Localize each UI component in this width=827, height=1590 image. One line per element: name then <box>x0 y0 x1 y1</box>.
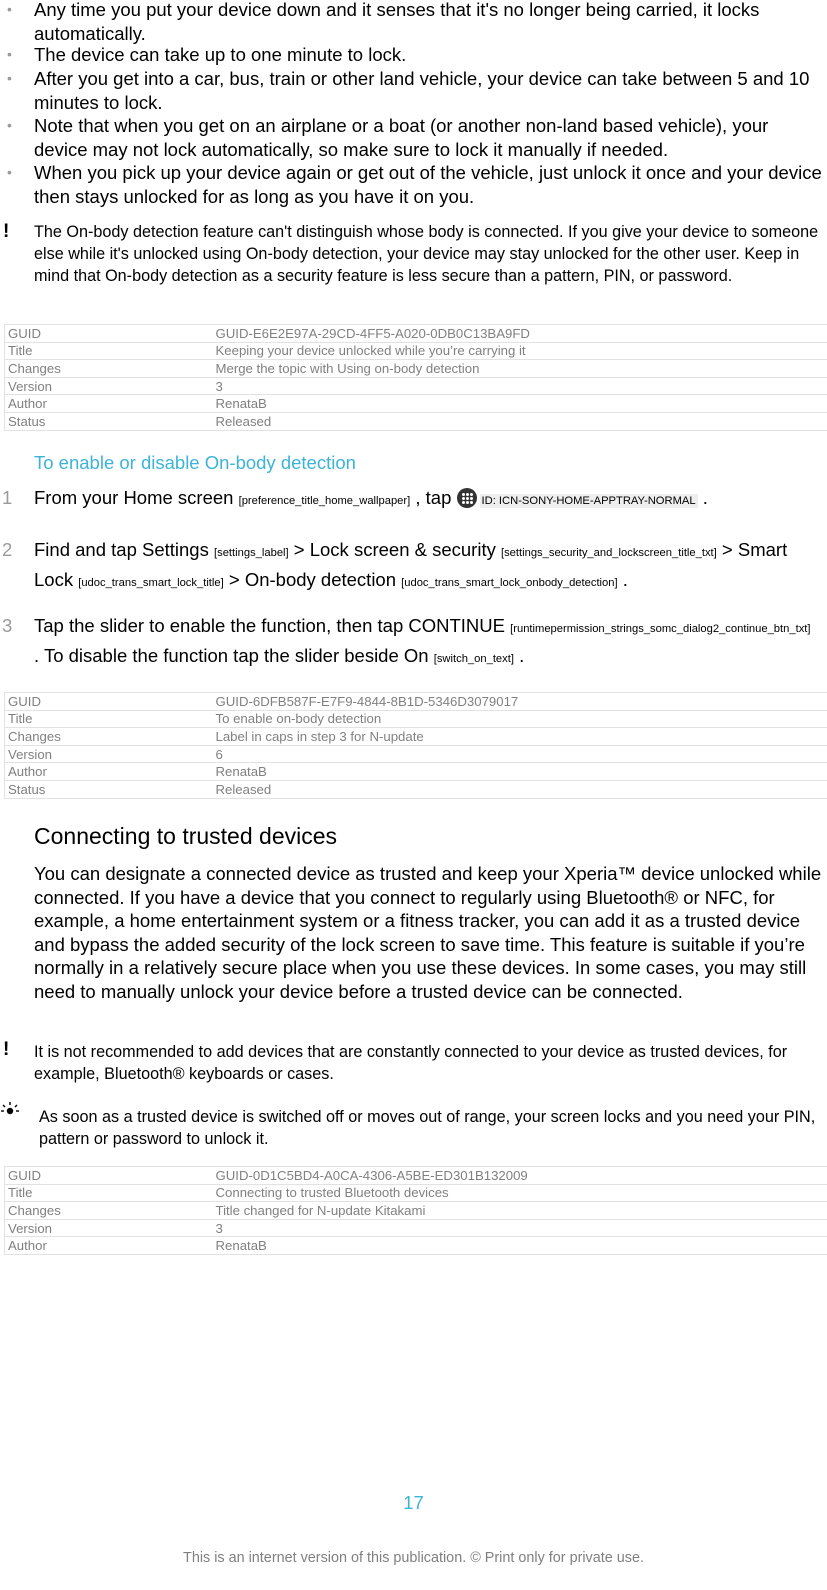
table-row <box>5 360 827 378</box>
meta-key: Changes <box>5 1202 213 1220</box>
meta-key: GUID <box>5 693 213 711</box>
meta-value: GUID-6DFB587F-E7F9-4844-8B1D-5346D3079017 <box>213 693 827 711</box>
meta-key: Version <box>5 1219 213 1237</box>
meta-value: Merge the topic with Using on-body detection <box>213 360 827 378</box>
step-text: Tap the slider to enable the function, then tap <box>34 615 409 636</box>
bullet-item: • Any time you put your device down and it senses that it's no longer being carried, it locks automatically. <box>34 0 824 45</box>
meta-key: GUID <box>5 325 213 343</box>
table-row <box>5 763 827 781</box>
table-row <box>5 1184 827 1202</box>
meta-value: Released <box>213 412 827 430</box>
section-subheading: To enable or disable On-body detection <box>34 452 356 473</box>
meta-value: GUID-E6E2E97A-29CD-4FF5-A020-0DB0C13BA9FD <box>213 325 827 343</box>
ui-label-smart-lock: Smart Lock <box>34 539 788 590</box>
meta-key: Author <box>5 763 213 781</box>
meta-value: RenataB <box>213 395 827 413</box>
app-tray-icon <box>457 488 477 508</box>
meta-value: Released <box>213 780 827 798</box>
metadata-table <box>4 692 827 799</box>
bullet-item: • Note that when you get on an airplane or a boat (or another non-land based vehicle), your device may not lock automatically, so make sure to lock it manually if needed. <box>34 114 824 161</box>
meta-value: To enable on-body detection <box>213 710 827 728</box>
meta-value: Title changed for N-update Kitakami <box>213 1202 827 1220</box>
meta-value: Label in caps in step 3 for N-update <box>213 728 827 746</box>
step-3 <box>34 613 814 672</box>
table-row <box>5 325 827 343</box>
table-row <box>5 1219 827 1237</box>
bullet-item: • After you get into a car, bus, train or other land vehicle, your device can take between 5 and 10 minutes to lock. <box>34 67 824 114</box>
meta-key: Author <box>5 1237 213 1255</box>
string-id: [switch_on_text] <box>433 652 514 665</box>
meta-key: Title <box>5 342 213 360</box>
step-number: 2 <box>2 539 13 560</box>
ui-label-on: On <box>403 644 429 666</box>
table-row <box>5 728 827 746</box>
string-id: [udoc_trans_smart_lock_onbody_detection] <box>401 576 618 589</box>
step-text: . <box>513 644 525 666</box>
step-text: > <box>716 539 738 560</box>
meta-key: Author <box>5 395 213 413</box>
meta-key: Status <box>5 780 213 798</box>
note-tip: As soon as a trusted device is switched off or moves out of range, your screen locks and you need your PIN, pattern or password to unlock it. <box>39 1108 816 1148</box>
string-id: [runtimepermission_strings_somc_dialog2_continue_btn_txt] <box>510 623 811 635</box>
meta-key: GUID <box>5 1167 213 1185</box>
step-2 <box>34 537 814 596</box>
note-warning: It is not recommended to add devices that are constantly connected to your device as trusted devices, for example, Bluetooth® keyboards or cases. <box>34 1043 788 1083</box>
meta-key: Version <box>5 377 213 395</box>
ui-label-home-screen: Home screen <box>123 487 234 508</box>
step-text: > <box>288 539 310 560</box>
section-heading: Connecting to trusted devices <box>34 823 338 849</box>
meta-value: Connecting to trusted Bluetooth devices <box>213 1184 827 1202</box>
icon-id-label: ID: ICN-SONY-HOME-APPTRAY-NORMAL <box>481 495 696 507</box>
meta-key: Changes <box>5 728 213 746</box>
step-text: . <box>697 487 708 508</box>
meta-value: RenataB <box>213 763 827 781</box>
page-number: 17 <box>403 1492 424 1513</box>
string-id: [settings_label] <box>214 547 289 559</box>
ui-label-on-body-detection: On-body detection <box>244 568 397 590</box>
meta-key: Title <box>5 1184 213 1202</box>
string-id: [udoc_trans_smart_lock_title] <box>78 576 224 589</box>
warning-icon: ! <box>3 1039 10 1060</box>
meta-value: GUID-0D1C5BD4-A0CA-4306-A5BE-ED301B132009 <box>213 1167 827 1185</box>
step-text: Find and tap <box>34 539 142 560</box>
step-text: , tap <box>410 487 457 508</box>
step-text: . <box>617 568 628 590</box>
table-row <box>5 395 827 413</box>
ui-label-lock-screen: Lock screen & security <box>309 539 496 560</box>
lightbulb-icon <box>0 1100 20 1120</box>
ui-label-settings: Settings <box>142 539 209 560</box>
string-id: [preference_title_home_wallpaper] <box>238 495 411 507</box>
string-id: [settings_security_and_lockscreen_title_txt] <box>500 547 717 559</box>
metadata-table <box>4 324 827 431</box>
table-row <box>5 1167 827 1185</box>
step-number: 3 <box>2 615 13 636</box>
step-text: From your <box>34 487 124 508</box>
body-paragraph: You can designate a connected device as trusted and keep your Xperia™ device unlocked while connected. If you have a device that you connect to regularly using Bluetooth® or NFC, for example, a home entertainment system or a fitness tracker, you can add it as a trusted device and bypass the added security of the lock screen to save time. This feature is suitable if you’re normally in a relatively secure place when you use these devices. In some cases, you may still need to manually unlock your device before a trusted device can be connected. <box>34 863 822 1002</box>
warning-icon: ! <box>3 221 10 242</box>
meta-value: RenataB <box>213 1237 827 1255</box>
table-row <box>5 412 827 430</box>
meta-key: Status <box>5 412 213 430</box>
meta-value: 3 <box>213 377 827 395</box>
table-row <box>5 342 827 360</box>
meta-key: Changes <box>5 360 213 378</box>
table-row <box>5 710 827 728</box>
table-row <box>5 780 827 798</box>
table-row <box>5 745 827 763</box>
meta-value: 3 <box>213 1219 827 1237</box>
table-row <box>5 1237 827 1255</box>
step-text: . To disable the function tap the slider beside <box>34 644 404 666</box>
table-row <box>5 693 827 711</box>
note-warning: The On-body detection feature can't distinguish whose body is connected. If you give your device to someone else while it's unlocked using On-body detection, your device may stay unlocked for the other user. Keep in mind that On-body detection as a security feature is less secure than a pattern, PIN, or password. <box>34 223 819 285</box>
step-1 <box>34 485 814 515</box>
bullet-item: • When you pick up your device again or get out of the vehicle, just unlock it once and your device then stays unlocked for as long as you have it on you. <box>34 161 824 208</box>
step-text: > <box>223 568 245 590</box>
meta-value: 6 <box>213 745 827 763</box>
metadata-table <box>4 1166 827 1255</box>
step-number: 1 <box>2 487 13 508</box>
ui-label-continue: CONTINUE <box>408 615 505 636</box>
footer-text: This is an internet version of this publication. © Print only for private use. <box>183 1550 644 1566</box>
table-row <box>5 377 827 395</box>
table-row <box>5 1202 827 1220</box>
bullet-item: • The device can take up to one minute to lock. <box>34 43 824 67</box>
meta-key: Version <box>5 745 213 763</box>
meta-value: Keeping your device unlocked while you’re carrying it <box>213 342 827 360</box>
meta-key: Title <box>5 710 213 728</box>
